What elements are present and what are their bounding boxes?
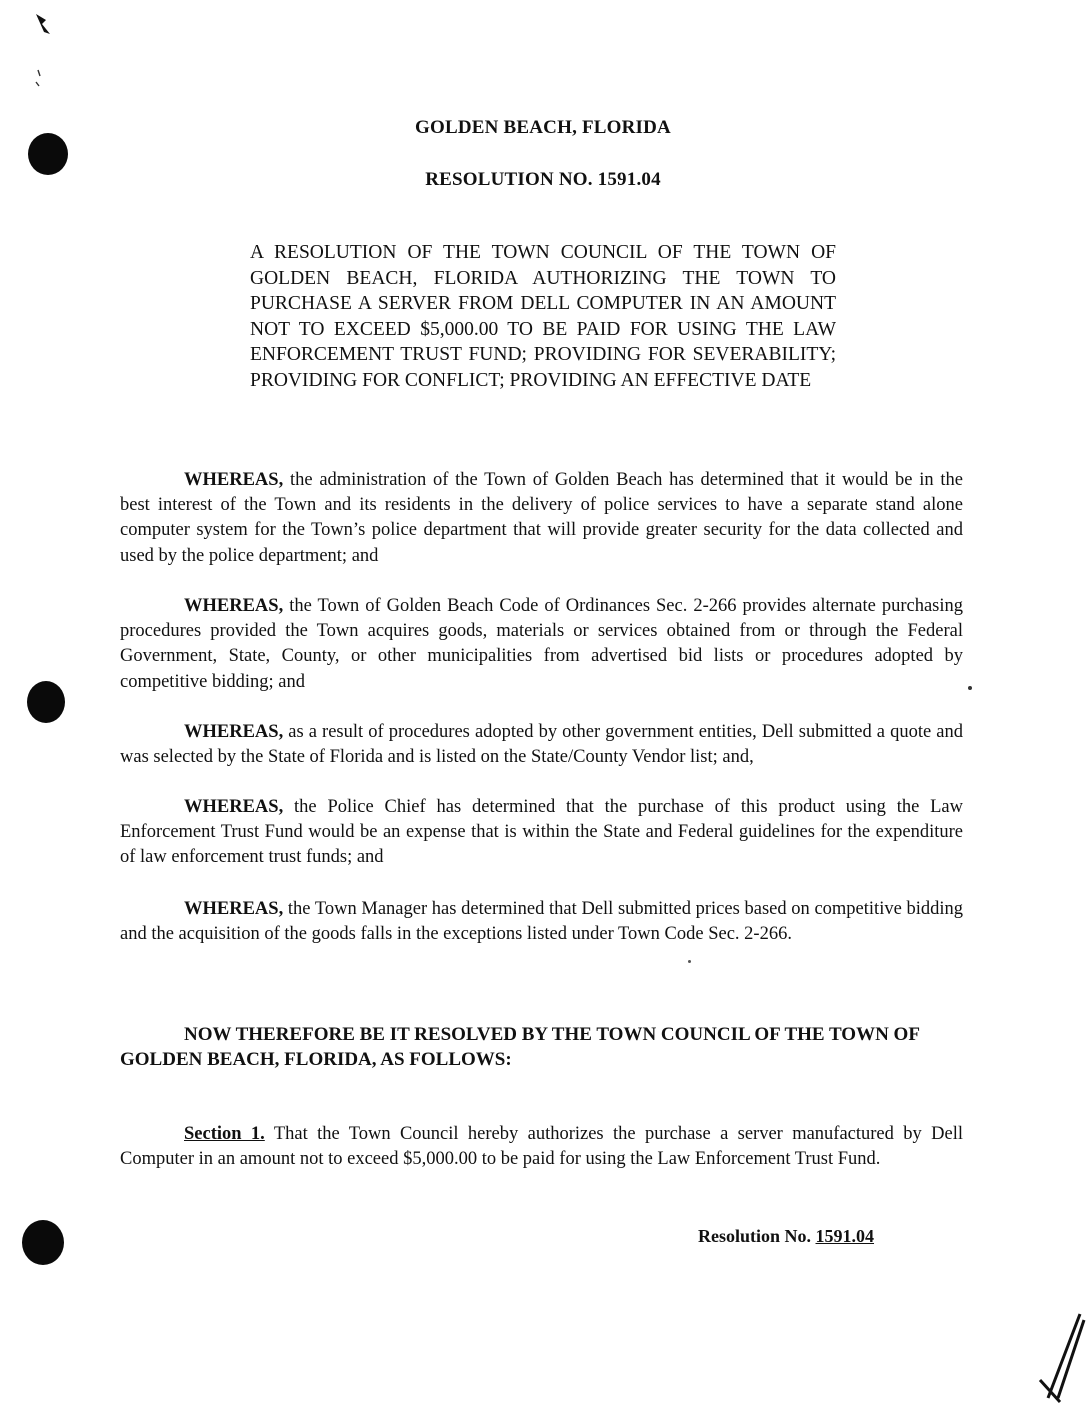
scan-mark-top-left-icon [30,10,60,90]
whereas-text: the Town of Golden Beach Code of Ordinances Sec. 2-266 provides alternate purchasing procedures provided the Town acquires goods, materials or services obtained from or through the Federal Government, State, County, or other municipalities from advertised bid lists or procedures adopted by competitive bidding; and [120,596,963,692]
whereas-keyword: WHEREAS, [184,596,284,616]
document-place-heading: GOLDEN BEACH, FLORIDA [415,117,671,138]
whereas-text: the Police Chief has determined that the purchase of this product using the Law Enforcement Trust Fund would be an expense that is within the State and Federal guidelines for the expenditure of law enforcement trust funds; and [120,797,964,868]
section-1-text: That the Town Council hereby authorizes the purchase a server manufactured by Dell Computer in an amount not to exceed $5,000.00 to be paid for using the Law Enforcement Trust Fund. [120,1124,963,1170]
footer-label: Resolution No. [698,1226,816,1246]
whereas-clause-2 [120,594,963,695]
whereas-keyword: WHEREAS, [184,899,284,919]
section-1 [120,1122,963,1172]
stray-dot [688,960,691,963]
footer-resolution-number: 1591.04 [815,1226,875,1246]
whereas-clause-4 [120,795,963,871]
whereas-keyword: WHEREAS, [184,722,284,742]
whereas-clause-3 [120,720,963,770]
resolution-title: RESOLUTION NO. 1591.04 [425,169,661,190]
whereas-clause-1 [120,468,963,569]
whereas-text: the Town Manager has determined that Dell submitted prices based on competitive bidding and the acquisition of the goods falls in the exceptions listed under Town Code Sec. 2-266. [120,899,963,945]
punch-hole-bottom [22,1220,64,1265]
resolved-clause: NOW THEREFORE BE IT RESOLVED BY THE TOWN COUNCIL OF THE TOWN OF GOLDEN BEACH, FLORIDA, AS FOLLOWS: [120,1024,920,1070]
whereas-keyword: WHEREAS, [184,797,284,817]
stray-dot [968,686,972,690]
whereas-text: as a result of procedures adopted by other government entities, Dell submitted a quote and was selected by the State of Florida and is listed on the State/County Vendor list; and, [120,722,963,768]
whereas-clause-5 [120,897,963,947]
scan-mark-bottom-right-icon [1028,1310,1086,1405]
section-1-label: Section 1. [184,1124,265,1144]
whereas-keyword: WHEREAS, [184,470,284,490]
resolution-abstract: A RESOLUTION OF THE TOWN COUNCIL OF THE TOWN OF GOLDEN BEACH, FLORIDA AUTHORIZING THE TOWN TO PURCHASE A SERVER FROM DELL COMPUTER IN AN AMOUNT NOT TO EXCEED $5,000.00 TO BE PAID FOR USING THE LAW ENFORCEMENT TRUST FUND; PROVIDING FOR SEVERABILITY; PROVIDING FOR CONFLICT; PROVIDING AN EFFECTIVE DATE [250,242,836,391]
punch-hole-middle [27,681,65,723]
page-footer [698,1226,892,1247]
whereas-text: the administration of the Town of Golden Beach has determined that it would be in the best interest of the Town and its residents in the delivery of police services to have a separate stand alone computer system for the Town’s police department that will provide greater security for the data collected and used by the police department; and [120,470,964,566]
